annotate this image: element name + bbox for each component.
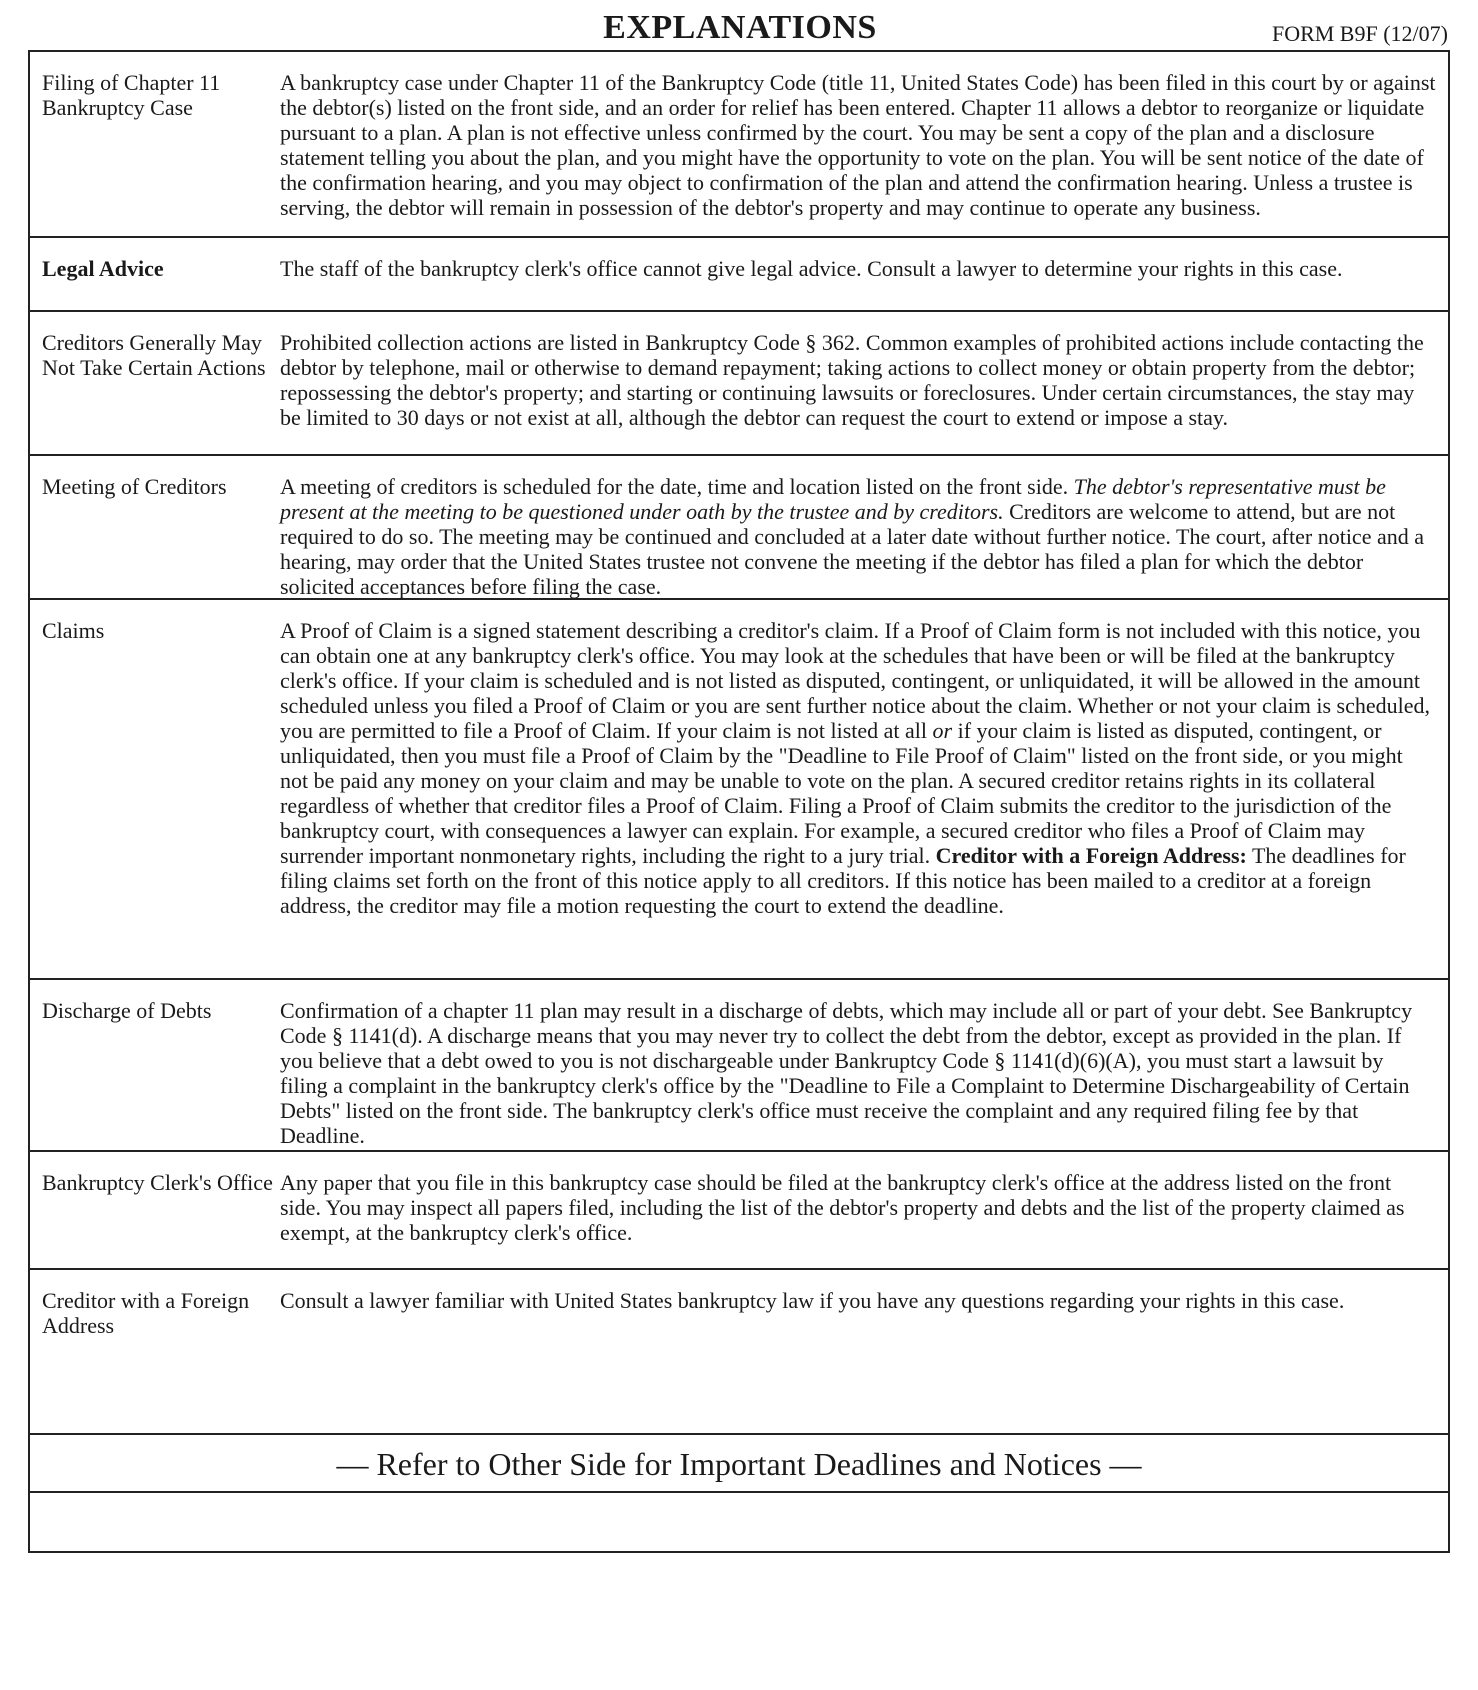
section-creditors-may-not-take-actions [30, 312, 1448, 456]
section-text: Consult a lawyer familiar with United States bankruptcy law if you have any questions regarding your rights in this case. [280, 1288, 1345, 1313]
section-label: Discharge of Debts [42, 998, 212, 1023]
text-part: if your claim is listed as disputed, contingent, or unliquidated, then you must file a Proof of Claim by the "Deadline to File Proof of Claim" listed on the front side, or you might not be paid any money on your claim and may be unable to vote on the plan. A secured creditor retains rights in its collateral regardless of whether that creditor files a Proof of Claim. Filing a Proof of Claim submits the creditor to the jurisdiction of the bankruptcy court, with consequences a lawyer can explain. For example, a secured creditor who files a Proof of Claim may surrender important nonmonetary rights, including the right to a jury trial. [280, 718, 1403, 868]
text-part: Creditors are welcome to attend, but are not required to do so. The meeting may be continued and concluded at a later date without further notice. The court, after notice and a hearing, may order that the United States trustee not convene the meeting if the debtor has filed a plan for which the debtor solicited acceptances before filing the case. [280, 499, 1424, 599]
text-part: The deadlines for filing claims set forth on the front of this notice apply to all creditors. If this notice has been mailed to a creditor at a foreign address, the creditor may file a motion requesting the court to extend the deadline. [280, 843, 1406, 918]
section-text: Any paper that you file in this bankruptcy case should be filed at the bankruptcy clerk's office at the address listed on the front side. You may inspect all papers filed, including the list of the debtor's property and debts and the list of the property claimed as exempt, at the bankruptcy clerk's office. [280, 1170, 1405, 1245]
section-filing-chapter-11 [30, 52, 1448, 238]
page-header [28, 8, 1452, 48]
section-label: Creditor with a Foreign Address [42, 1288, 250, 1338]
section-label: Bankruptcy Clerk's Office [42, 1170, 273, 1195]
section-text [280, 618, 1436, 918]
section-creditor-foreign-address [30, 1270, 1448, 1435]
text-bold-part: Creditor with a Foreign Address: [935, 843, 1247, 868]
explanations-table [28, 50, 1450, 1553]
section-discharge-of-debts [30, 980, 1448, 1152]
section-label: Legal Advice [42, 256, 164, 281]
section-text [280, 474, 1436, 599]
blank-area [30, 1493, 1448, 1551]
section-text: A bankruptcy case under Chapter 11 of the Bankruptcy Code (title 11, United States Code) has been filed in this court by or against the debtor(s) listed on the front side, and an order for relief has been entered. Chapter 11 allows a debtor to reorganize or liquidate pursuant to a plan. A plan is not effective unless confirmed by the court. You may be sent a copy of the plan and a disclosure statement telling you about the plan, and you might have the opportunity to vote on the plan. You will be sent notice of the date of the confirmation hearing, and you may object to confirmation of the plan and attend the confirmation hearing. Unless a trustee is serving, the debtor will remain in possession of the debtor's property and may continue to operate any business. [280, 70, 1436, 220]
section-label: Meeting of Creditors [42, 474, 227, 499]
section-legal-advice [30, 238, 1448, 312]
section-text: Prohibited collection actions are listed in Bankruptcy Code § 362. Common examples of prohibited actions include contacting the debtor by telephone, mail or otherwise to demand repayment; taking actions to collect money or obtain property from the debtor; repossessing the debtor's property; and starting or continuing lawsuits or foreclosures. Under certain circumstances, the stay may be limited to 30 days or not exist at all, although the debtor can request the court to extend or impose a stay. [280, 330, 1424, 430]
section-text: Confirmation of a chapter 11 plan may result in a discharge of debts, which may include all or part of your debt. See Bankruptcy Code § 1141(d). A discharge means that you may never try to collect the debt from the debtor, except as provided in the plan. If you believe that a debt owed to you is not dischargeable under Bankruptcy Code § 1141(d)(6)(A), you must start a lawsuit by filing a complaint in the bankruptcy clerk's office by the "Deadline to File a Complaint to Determine Dischargeability of Certain Debts" listed on the front side. The bankruptcy clerk's office must receive the complaint and any required filing fee by that Deadline. [280, 998, 1413, 1148]
section-meeting-of-creditors [30, 456, 1448, 600]
section-label: Creditors Generally May Not Take Certain Actions [42, 330, 266, 380]
page-title: EXPLANATIONS [603, 9, 877, 46]
section-text: The staff of the bankruptcy clerk's office cannot give legal advice. Consult a lawyer to determine your rights in this case. [280, 256, 1343, 281]
section-claims [30, 600, 1448, 980]
section-label: Filing of Chapter 11 Bankruptcy Case [42, 70, 221, 120]
refer-other-side-banner: — Refer to Other Side for Important Deadlines and Notices — [30, 1435, 1448, 1493]
text-part: A meeting of creditors is scheduled for the date, time and location listed on the front side. [280, 474, 1074, 499]
text-part: A Proof of Claim is a signed statement describing a creditor's claim. If a Proof of Claim form is not included with this notice, you can obtain one at any bankruptcy clerk's office. You may look at the schedules that have been or will be filed at the bankruptcy clerk's office. If your claim is scheduled and is not listed as disputed, contingent, or unliquidated, it will be allowed in the amount scheduled unless you filed a Proof of Claim or you are sent further notice about the claim. Whether or not your claim is scheduled, you are permitted to file a Proof of Claim. If your claim is not listed at all [280, 618, 1430, 743]
text-italic-part: or [932, 718, 953, 743]
section-bankruptcy-clerks-office [30, 1152, 1448, 1270]
text-italic-part: The debtor's representative must be present at the meeting to be questioned under oath by the trustee and by creditors. [280, 474, 1386, 524]
form-id: FORM B9F (12/07) [1271, 21, 1448, 46]
section-label: Claims [42, 618, 105, 643]
